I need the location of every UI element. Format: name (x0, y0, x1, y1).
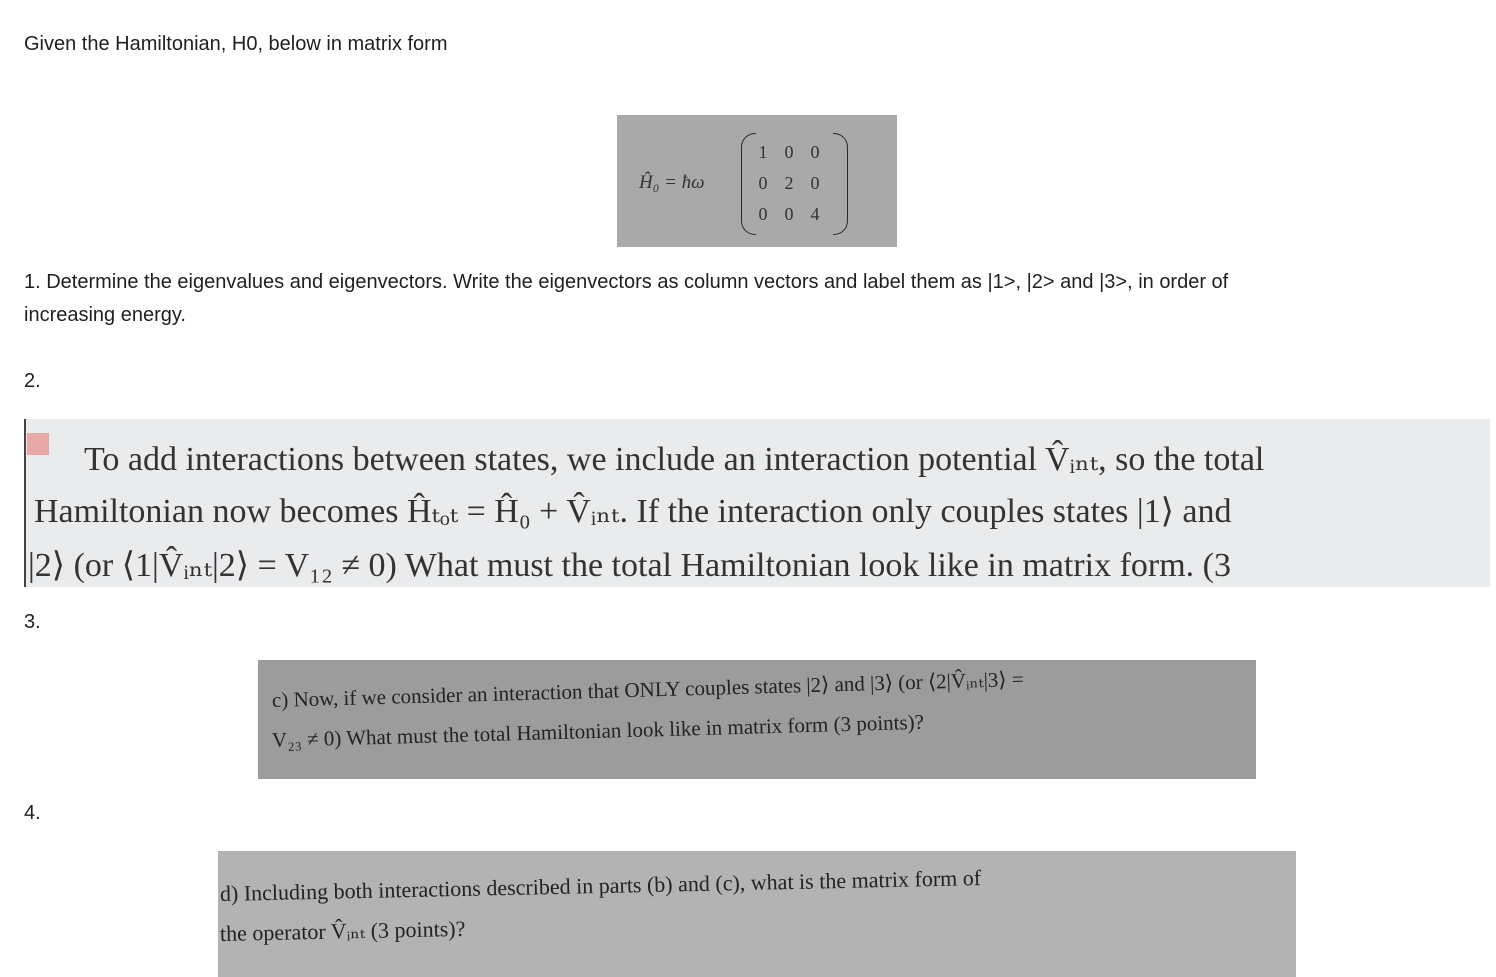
question-3-excerpt-image (258, 660, 1256, 779)
hamiltonian-lhs: Ĥ₀ = ħω (639, 172, 705, 193)
matrix-cell: 2 (784, 173, 794, 193)
matrix-cell: 1 (758, 142, 768, 162)
margin-mark (24, 419, 26, 587)
hamiltonian-matrix-image (617, 115, 897, 247)
intro-text: Given the Hamiltonian, H0, below in matrix form (24, 33, 448, 55)
excerpt-b-line-1: To add interactions between states, we include an interaction potential V̂ᵢₙₜ, so the total (84, 441, 1265, 478)
matrix-cell: 0 (758, 173, 768, 193)
question-1-line-2: increasing energy. (24, 304, 186, 326)
matrix-cell: 0 (784, 204, 794, 224)
matrix-row (754, 137, 838, 168)
question-2-number: 2. (24, 370, 41, 392)
matrix-row (754, 199, 838, 230)
excerpt-c-line-2: V₂₃ ≠ 0) What must the total Hamiltonian look like in matrix form (3 points)? (271, 709, 925, 752)
matrix-cell: 0 (784, 142, 794, 162)
excerpt-d-line-1: d) Including both interactions described in parts (b) and (c), what is the matrix form of (219, 865, 982, 906)
question-3-number: 3. (24, 611, 41, 633)
question-1-line-1: 1. Determine the eigenvalues and eigenvectors. Write the eigenvectors as column vectors and label them as |1>, |2> and |3>, in order of (24, 271, 1229, 293)
excerpt-d-line-2: the operator V̂ᵢₙₜ (3 points)? (219, 915, 466, 946)
matrix-cell: 0 (758, 204, 768, 224)
red-mark (27, 433, 49, 455)
question-4-excerpt-image (218, 851, 1296, 977)
question-2-excerpt-image (24, 419, 1490, 587)
excerpt-c-line-1: c) Now, if we consider an interaction that ONLY couples states |2⟩ and |3⟩ (or ⟨2|V̂ᵢₙₜ|3⟩ = (271, 667, 1024, 712)
excerpt-b-line-3: |2⟩ (or ⟨1|V̂ᵢₙₜ|2⟩ = V₁₂ ≠ 0) What must the total Hamiltonian look like in matrix form. (3 (28, 547, 1231, 584)
matrix-cell: 4 (810, 204, 820, 224)
question-4-number: 4. (24, 802, 41, 824)
matrix-grid (754, 137, 838, 230)
matrix-cell: 0 (810, 142, 820, 162)
excerpt-b-line-2: Hamiltonian now becomes Ĥₜₒₜ = Ĥ₀ + V̂ᵢₙₜ. If the interaction only couples states |1⟩ and (34, 493, 1232, 530)
matrix-row (754, 168, 838, 199)
matrix-cell: 0 (810, 173, 820, 193)
